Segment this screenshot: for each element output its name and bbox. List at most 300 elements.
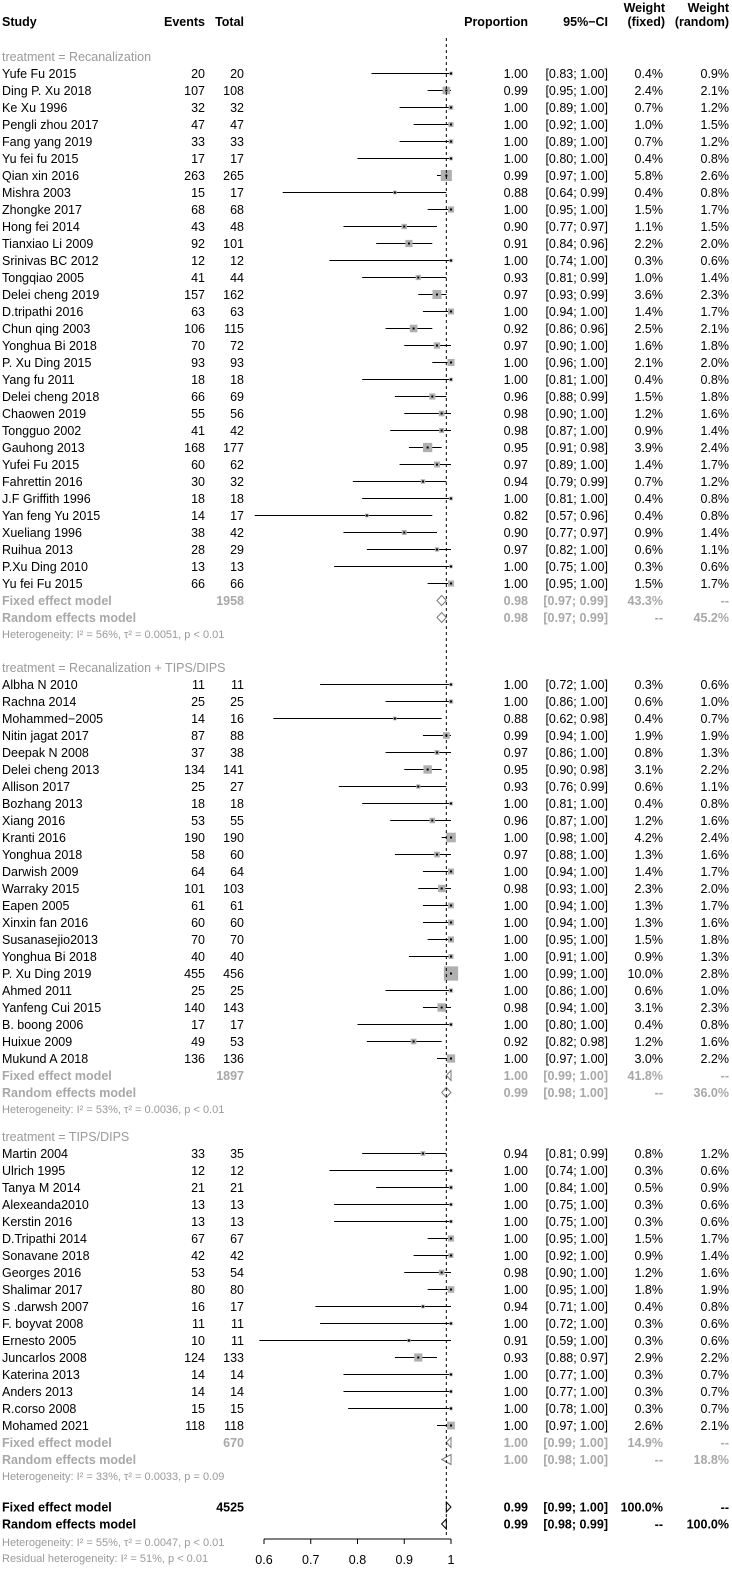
model-proportion: 0.99 bbox=[503, 1086, 528, 1100]
point-estimate bbox=[450, 837, 452, 839]
study-name: Ernesto 2005 bbox=[2, 1334, 77, 1348]
point-estimate bbox=[450, 498, 452, 500]
heterogeneity-text: Heterogeneity: I² = 33%, τ² = 0.0033, p = 0.09 bbox=[2, 1471, 225, 1483]
study-name: Mohamed 2021 bbox=[2, 1419, 89, 1433]
study-name: Juncarlos 2008 bbox=[2, 1351, 87, 1365]
model-label: Fixed effect model bbox=[2, 1500, 112, 1515]
proportion-value: 0.94 bbox=[503, 475, 528, 489]
events-value: 140 bbox=[184, 1001, 205, 1015]
events-value: 25 bbox=[191, 780, 205, 794]
ci-value: [0.88; 1.00] bbox=[545, 848, 608, 862]
ci-value: [0.81; 0.99] bbox=[545, 1147, 608, 1161]
ci-value: [0.72; 1.00] bbox=[545, 1317, 608, 1331]
events-value: 118 bbox=[185, 1419, 205, 1433]
weight-fixed-value: 0.4% bbox=[634, 186, 663, 200]
model-ci: [0.99; 1.00] bbox=[543, 1500, 608, 1515]
study-name: Katerina 2013 bbox=[2, 1368, 80, 1382]
point-estimate bbox=[450, 1425, 452, 1427]
ci-value: [0.97; 1.00] bbox=[545, 1052, 608, 1066]
total-value: 32 bbox=[230, 101, 244, 115]
point-estimate bbox=[422, 1306, 424, 1308]
events-value: 12 bbox=[191, 1164, 205, 1178]
point-estimate bbox=[450, 583, 452, 585]
total-value: 17 bbox=[230, 1018, 244, 1032]
model-weight-fixed: 41.8% bbox=[627, 1069, 663, 1083]
total-value: 162 bbox=[223, 288, 244, 302]
total-value: 69 bbox=[230, 390, 244, 404]
forest-rows bbox=[2, 38, 729, 1565]
study-name: D.Tripathi 2014 bbox=[2, 1232, 87, 1246]
total-value: 42 bbox=[230, 424, 244, 438]
events-value: 18 bbox=[191, 373, 205, 387]
ci-value: [0.94; 1.00] bbox=[545, 729, 608, 743]
ci-value: [0.96; 1.00] bbox=[545, 356, 608, 370]
proportion-value: 1.00 bbox=[503, 1018, 528, 1032]
subgroup-header: treatment = Recanalization + TIPS/DIPS bbox=[2, 661, 226, 675]
proportion-value: 1.00 bbox=[503, 152, 528, 166]
weight-random-value: 0.6% bbox=[700, 1164, 729, 1178]
point-estimate bbox=[450, 684, 452, 686]
point-estimate bbox=[366, 515, 368, 517]
weight-random-value: 1.9% bbox=[700, 1283, 729, 1297]
study-name: Yu fei Fu 2015 bbox=[2, 577, 83, 591]
study-name: Yu fei fu 2015 bbox=[2, 152, 79, 166]
weight-random-value: 0.7% bbox=[700, 1368, 729, 1382]
model-proportion: 0.98 bbox=[503, 594, 528, 608]
events-value: 134 bbox=[184, 763, 205, 777]
total-value: 14 bbox=[230, 1368, 244, 1382]
point-estimate bbox=[436, 854, 438, 856]
point-estimate bbox=[450, 1221, 452, 1223]
proportion-value: 0.93 bbox=[503, 271, 528, 285]
events-value: 30 bbox=[191, 475, 205, 489]
proportion-value: 1.00 bbox=[503, 577, 528, 591]
study-name: Martin 2004 bbox=[2, 1147, 69, 1161]
weight-random-value: 1.8% bbox=[700, 339, 729, 353]
point-estimate bbox=[450, 1255, 452, 1257]
point-estimate bbox=[403, 226, 405, 228]
total-value: 20 bbox=[230, 67, 244, 81]
weight-fixed-value: 1.5% bbox=[634, 390, 663, 404]
fixed-effect-diamond bbox=[446, 1071, 451, 1081]
weight-fixed-value: 10.0% bbox=[627, 967, 663, 981]
weight-fixed-value: 1.2% bbox=[634, 407, 663, 421]
ci-value: [0.81; 1.00] bbox=[545, 492, 608, 506]
point-estimate bbox=[450, 311, 452, 313]
proportion-value: 0.98 bbox=[503, 1001, 528, 1015]
weight-fixed-value: 0.3% bbox=[634, 1334, 663, 1348]
total-value: 17 bbox=[230, 509, 244, 523]
events-value: 13 bbox=[191, 1215, 205, 1229]
events-value: 168 bbox=[184, 441, 205, 455]
header-total: Total bbox=[215, 15, 244, 29]
model-weight-fixed: 14.9% bbox=[627, 1436, 663, 1450]
weight-random-value: 1.7% bbox=[700, 203, 729, 217]
ci-value: [0.78; 1.00] bbox=[545, 1402, 608, 1416]
weight-random-value: 2.3% bbox=[700, 288, 729, 302]
total-value: 108 bbox=[223, 84, 244, 98]
model-proportion: 0.98 bbox=[503, 611, 528, 625]
study-name: Ke Xu 1996 bbox=[2, 101, 68, 115]
point-estimate bbox=[450, 379, 452, 381]
weight-random-value: 1.3% bbox=[700, 746, 729, 760]
ci-value: [0.90; 0.98] bbox=[545, 763, 608, 777]
weight-random-value: 0.8% bbox=[700, 186, 729, 200]
study-name: Yufe Fu 2015 bbox=[2, 67, 77, 81]
weight-fixed-value: 0.9% bbox=[634, 424, 663, 438]
total-value: 143 bbox=[223, 1001, 244, 1015]
weight-fixed-value: 2.1% bbox=[634, 356, 663, 370]
ci-value: [0.94; 1.00] bbox=[545, 1001, 608, 1015]
header-ci: 95%−CI bbox=[563, 15, 608, 29]
weight-random-value: 1.5% bbox=[700, 118, 729, 132]
point-estimate bbox=[417, 1357, 419, 1359]
study-name: Mukund A 2018 bbox=[2, 1052, 89, 1066]
model-total: 1897 bbox=[216, 1069, 244, 1083]
model-proportion: 1.00 bbox=[503, 1453, 528, 1467]
total-value: 11 bbox=[231, 1334, 244, 1348]
total-value: 115 bbox=[224, 322, 244, 336]
weight-random-value: 1.7% bbox=[700, 899, 729, 913]
proportion-value: 0.90 bbox=[503, 220, 528, 234]
total-value: 16 bbox=[230, 712, 244, 726]
total-value: 25 bbox=[230, 984, 244, 998]
proportion-value: 1.00 bbox=[503, 1283, 528, 1297]
residual-heterogeneity-text: Residual heterogeneity: I² = 51%, p < 0.01 bbox=[2, 1553, 209, 1565]
ci-value: [0.98; 1.00] bbox=[545, 831, 608, 845]
weight-random-value: 0.6% bbox=[700, 1198, 729, 1212]
ci-value: [0.89; 1.00] bbox=[545, 101, 608, 115]
model-weight-random: -- bbox=[720, 594, 729, 608]
model-weight-random: -- bbox=[720, 1069, 729, 1083]
weight-random-value: 1.6% bbox=[700, 916, 729, 930]
ci-value: [0.91; 0.98] bbox=[545, 441, 608, 455]
ci-value: [0.94; 1.00] bbox=[545, 899, 608, 913]
total-value: 53 bbox=[230, 1035, 244, 1049]
ci-value: [0.88; 0.99] bbox=[545, 390, 608, 404]
point-estimate bbox=[436, 464, 438, 466]
weight-fixed-value: 3.1% bbox=[634, 763, 663, 777]
point-estimate bbox=[422, 481, 424, 483]
proportion-value: 1.00 bbox=[503, 933, 528, 947]
point-estimate bbox=[436, 752, 438, 754]
point-estimate bbox=[408, 1340, 410, 1342]
total-value: 177 bbox=[223, 441, 244, 455]
weight-random-value: 2.0% bbox=[700, 356, 729, 370]
events-value: 14 bbox=[191, 1385, 205, 1399]
events-value: 15 bbox=[191, 186, 205, 200]
weight-random-value: 1.4% bbox=[700, 1249, 729, 1263]
study-name: Deepak N 2008 bbox=[2, 746, 89, 760]
weight-random-value: 0.8% bbox=[700, 373, 729, 387]
events-value: 64 bbox=[191, 865, 205, 879]
study-name: Anders 2013 bbox=[2, 1385, 73, 1399]
ci-value: [0.91; 1.00] bbox=[545, 950, 608, 964]
weight-random-value: 2.0% bbox=[700, 882, 729, 896]
proportion-value: 1.00 bbox=[503, 797, 528, 811]
weight-fixed-value: 3.1% bbox=[634, 1001, 663, 1015]
weight-random-value: 1.1% bbox=[700, 543, 729, 557]
weight-fixed-value: 0.8% bbox=[634, 1147, 663, 1161]
point-estimate bbox=[403, 532, 405, 534]
total-value: 13 bbox=[230, 560, 244, 574]
events-value: 136 bbox=[184, 1052, 205, 1066]
ci-value: [0.62; 0.98] bbox=[545, 712, 608, 726]
proportion-value: 0.99 bbox=[503, 84, 528, 98]
weight-random-value: 1.2% bbox=[700, 135, 729, 149]
events-value: 20 bbox=[191, 67, 205, 81]
study-name: Yan feng Yu 2015 bbox=[2, 509, 101, 523]
proportion-value: 0.96 bbox=[503, 390, 528, 404]
weight-random-value: 0.8% bbox=[700, 492, 729, 506]
point-estimate bbox=[450, 1323, 452, 1325]
weight-fixed-value: 1.9% bbox=[634, 729, 663, 743]
proportion-value: 1.00 bbox=[503, 560, 528, 574]
weight-fixed-value: 1.0% bbox=[634, 271, 663, 285]
events-value: 13 bbox=[191, 1198, 205, 1212]
point-estimate bbox=[431, 396, 433, 398]
total-value: 17 bbox=[230, 1300, 244, 1314]
events-value: 87 bbox=[191, 729, 205, 743]
total-value: 11 bbox=[231, 1317, 244, 1331]
total-value: 101 bbox=[223, 237, 244, 251]
model-label: Fixed effect model bbox=[2, 1069, 112, 1083]
point-estimate bbox=[441, 1272, 443, 1274]
weight-fixed-value: 2.4% bbox=[634, 84, 663, 98]
ci-value: [0.83; 1.00] bbox=[545, 67, 608, 81]
point-estimate bbox=[450, 73, 452, 75]
study-name: Mishra 2003 bbox=[2, 186, 71, 200]
study-name: D.tripathi 2016 bbox=[2, 305, 84, 319]
proportion-value: 1.00 bbox=[503, 1232, 528, 1246]
weight-fixed-value: 0.9% bbox=[634, 526, 663, 540]
ci-value: [0.64; 0.99] bbox=[545, 186, 608, 200]
weight-fixed-value: 1.3% bbox=[634, 916, 663, 930]
events-value: 68 bbox=[191, 203, 205, 217]
proportion-value: 1.00 bbox=[503, 492, 528, 506]
point-estimate bbox=[450, 141, 452, 143]
model-label: Fixed effect model bbox=[2, 1436, 112, 1450]
weight-fixed-value: 3.9% bbox=[634, 441, 663, 455]
weight-random-value: 1.6% bbox=[700, 814, 729, 828]
ci-value: [0.95; 1.00] bbox=[545, 203, 608, 217]
total-value: 42 bbox=[230, 1249, 244, 1263]
ci-value: [0.89; 1.00] bbox=[545, 135, 608, 149]
weight-fixed-value: 1.2% bbox=[634, 814, 663, 828]
ci-value: [0.76; 0.99] bbox=[545, 780, 608, 794]
study-name: Susanasejio2013 bbox=[2, 933, 98, 947]
weight-random-value: 0.7% bbox=[700, 1402, 729, 1416]
events-value: 41 bbox=[191, 271, 205, 285]
model-weight-fixed: -- bbox=[654, 611, 663, 625]
model-ci: [0.98; 1.00] bbox=[543, 1086, 608, 1100]
model-weight-random: 45.2% bbox=[693, 611, 729, 625]
weight-random-value: 2.1% bbox=[700, 322, 729, 336]
weight-fixed-value: 1.3% bbox=[634, 848, 663, 862]
weight-fixed-value: 1.4% bbox=[634, 458, 663, 472]
study-name: Tanya M 2014 bbox=[2, 1181, 81, 1195]
total-value: 11 bbox=[231, 678, 244, 692]
total-value: 27 bbox=[230, 780, 244, 794]
point-estimate bbox=[450, 209, 452, 211]
total-value: 33 bbox=[230, 135, 244, 149]
proportion-value: 1.00 bbox=[503, 1052, 528, 1066]
weight-fixed-value: 1.4% bbox=[634, 305, 663, 319]
weight-random-value: 1.1% bbox=[700, 780, 729, 794]
total-value: 265 bbox=[223, 169, 244, 183]
point-estimate bbox=[450, 871, 452, 873]
weight-random-value: 2.4% bbox=[700, 441, 729, 455]
weight-random-value: 0.8% bbox=[700, 1018, 729, 1032]
ci-value: [0.77; 1.00] bbox=[545, 1368, 608, 1382]
point-estimate bbox=[450, 158, 452, 160]
proportion-value: 1.00 bbox=[503, 67, 528, 81]
weight-fixed-value: 0.3% bbox=[634, 254, 663, 268]
weight-random-value: 0.6% bbox=[700, 1317, 729, 1331]
proportion-value: 1.00 bbox=[503, 865, 528, 879]
ci-value: [0.95; 1.00] bbox=[545, 933, 608, 947]
weight-random-value: 2.2% bbox=[700, 1351, 729, 1365]
model-weight-fixed: 100.0% bbox=[620, 1500, 663, 1515]
ci-value: [0.80; 1.00] bbox=[545, 1018, 608, 1032]
study-name: Allison 2017 bbox=[2, 780, 71, 794]
events-value: 25 bbox=[191, 984, 205, 998]
weight-fixed-value: 1.1% bbox=[634, 220, 663, 234]
ci-value: [0.77; 0.97] bbox=[545, 526, 608, 540]
study-name: Zhongke 2017 bbox=[2, 203, 82, 217]
study-name: B. boong 2006 bbox=[2, 1018, 84, 1032]
proportion-value: 1.00 bbox=[503, 678, 528, 692]
proportion-value: 0.94 bbox=[503, 1147, 528, 1161]
fixed-effect-diamond bbox=[446, 1438, 451, 1448]
axis-tick-label: 0.7 bbox=[302, 1553, 320, 1567]
model-weight-fixed: 43.3% bbox=[627, 594, 663, 608]
axis-tick-label: 1 bbox=[447, 1553, 455, 1567]
total-value: 64 bbox=[230, 865, 244, 879]
proportion-value: 0.93 bbox=[503, 1351, 528, 1365]
weight-random-value: 1.4% bbox=[700, 526, 729, 540]
ci-value: [0.95; 1.00] bbox=[545, 84, 608, 98]
weight-fixed-value: 1.2% bbox=[634, 1266, 663, 1280]
events-value: 70 bbox=[191, 339, 205, 353]
weight-random-value: 0.8% bbox=[700, 797, 729, 811]
events-value: 17 bbox=[191, 1018, 205, 1032]
weight-fixed-value: 1.4% bbox=[634, 865, 663, 879]
study-name: Ulrich 1995 bbox=[2, 1164, 66, 1178]
proportion-value: 0.98 bbox=[503, 1266, 528, 1280]
point-estimate bbox=[417, 786, 419, 788]
ci-value: [0.77; 0.97] bbox=[545, 220, 608, 234]
weight-fixed-value: 2.6% bbox=[634, 1419, 663, 1433]
total-value: 72 bbox=[230, 339, 244, 353]
ci-value: [0.94; 1.00] bbox=[545, 305, 608, 319]
point-estimate bbox=[450, 1204, 452, 1206]
weight-fixed-value: 0.3% bbox=[634, 560, 663, 574]
weight-random-value: 1.7% bbox=[700, 1232, 729, 1246]
axis-tick-label: 0.8 bbox=[348, 1553, 367, 1567]
study-name: P. Xu Ding 2019 bbox=[2, 967, 92, 981]
model-proportion: 1.00 bbox=[503, 1436, 528, 1450]
proportion-value: 1.00 bbox=[503, 101, 528, 115]
ci-value: [0.59; 1.00] bbox=[545, 1334, 608, 1348]
point-estimate bbox=[450, 1170, 452, 1172]
total-value: 44 bbox=[230, 271, 244, 285]
ci-value: [0.75; 1.00] bbox=[545, 1198, 608, 1212]
weight-fixed-value: 1.8% bbox=[634, 1283, 663, 1297]
total-value: 18 bbox=[230, 492, 244, 506]
proportion-value: 1.00 bbox=[503, 1419, 528, 1433]
total-value: 35 bbox=[230, 1147, 244, 1161]
study-name: Eapen 2005 bbox=[2, 899, 70, 913]
ci-value: [0.86; 1.00] bbox=[545, 695, 608, 709]
proportion-value: 0.99 bbox=[503, 729, 528, 743]
ci-value: [0.74; 1.00] bbox=[545, 1164, 608, 1178]
header-weight-fixed-1: Weight bbox=[623, 1, 665, 15]
ci-value: [0.95; 1.00] bbox=[545, 1283, 608, 1297]
events-value: 32 bbox=[191, 101, 205, 115]
weight-fixed-value: 0.3% bbox=[634, 1164, 663, 1178]
fixed-effect-diamond bbox=[437, 596, 446, 606]
study-name: Delei cheng 2013 bbox=[2, 763, 100, 777]
weight-random-value: 0.9% bbox=[700, 67, 729, 81]
point-estimate bbox=[450, 1238, 452, 1240]
study-name: Ding P. Xu 2018 bbox=[2, 84, 92, 98]
proportion-value: 0.97 bbox=[503, 339, 528, 353]
header-weight-random-1: Weight bbox=[687, 1, 729, 15]
proportion-value: 1.00 bbox=[503, 695, 528, 709]
point-estimate bbox=[450, 905, 452, 907]
model-ci: [0.97; 0.99] bbox=[543, 594, 608, 608]
proportion-value: 1.00 bbox=[503, 950, 528, 964]
proportion-value: 1.00 bbox=[503, 1215, 528, 1229]
weight-random-value: 1.8% bbox=[700, 933, 729, 947]
random-effects-diamond bbox=[437, 613, 446, 623]
header bbox=[2, 1, 730, 29]
proportion-value: 0.93 bbox=[503, 780, 528, 794]
point-estimate bbox=[450, 1187, 452, 1189]
total-value: 12 bbox=[230, 1164, 244, 1178]
point-estimate bbox=[450, 566, 452, 568]
events-value: 28 bbox=[191, 543, 205, 557]
weight-random-value: 0.8% bbox=[700, 1300, 729, 1314]
proportion-value: 0.98 bbox=[503, 882, 528, 896]
weight-random-value: 0.8% bbox=[700, 509, 729, 523]
proportion-value: 1.00 bbox=[503, 1181, 528, 1195]
events-value: 16 bbox=[191, 1300, 205, 1314]
model-total: 4525 bbox=[216, 1500, 244, 1515]
study-name: Xueliang 1996 bbox=[2, 526, 82, 540]
weight-fixed-value: 2.2% bbox=[634, 237, 663, 251]
study-name: S .darwsh 2007 bbox=[2, 1300, 89, 1314]
total-value: 136 bbox=[223, 1052, 244, 1066]
point-estimate bbox=[422, 1153, 424, 1155]
weight-random-value: 1.5% bbox=[700, 220, 729, 234]
proportion-value: 0.92 bbox=[503, 322, 528, 336]
ci-value: [0.95; 1.00] bbox=[545, 1232, 608, 1246]
weight-fixed-value: 4.2% bbox=[634, 831, 663, 845]
study-name: Nitin jagat 2017 bbox=[2, 729, 89, 743]
weight-random-value: 2.0% bbox=[700, 237, 729, 251]
study-name: Yonghua Bi 2018 bbox=[2, 339, 97, 353]
events-value: 60 bbox=[191, 916, 205, 930]
weight-random-value: 1.4% bbox=[700, 271, 729, 285]
total-value: 18 bbox=[230, 373, 244, 387]
proportion-value: 1.00 bbox=[503, 135, 528, 149]
study-name: Bozhang 2013 bbox=[2, 797, 83, 811]
model-label: Fixed effect model bbox=[2, 594, 112, 608]
point-estimate bbox=[450, 1058, 452, 1060]
point-estimate bbox=[394, 192, 396, 194]
